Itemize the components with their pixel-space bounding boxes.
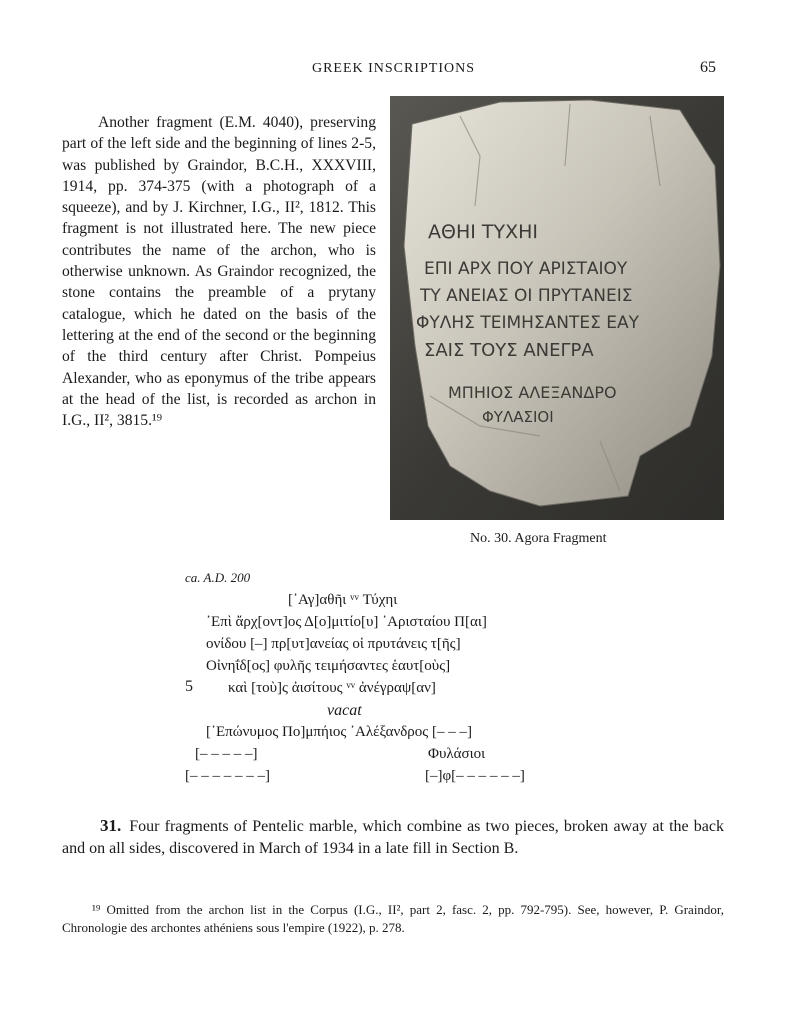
inscription-line-5: καὶ [τοὺ]ς ἀισίτους ᵛᵛ ἀνέγραψ[αν] (228, 680, 436, 696)
section-31 (62, 815, 724, 860)
line-number: 5 (185, 678, 193, 695)
vacat-label: vacat (327, 702, 362, 719)
paragraph-text: Another fragment (E.M. 4040), preserving part of the left side and the beginning of lines 2-5, was published by Graindor, B.C.H., XXXVIII, 1914, pp. 374-375 (with a photograph of a squeeze), and by J. Kirchner, I.G., II², 1812. This fragment is not illustrated here. The new piece contributes the name of the archon, who is otherwise unknown. As Graindor recognized, the stone contains the preamble of a prytany catalogue, which he dated on the basis of the lettering at the end of the second or the beginning of the third century after Christ. Pompeius Alexander, who as eponymus of the tribe appears at the head of the list, is recorded as archon in I.G., II², 3815.¹⁹ (62, 114, 376, 430)
footnote-marker: ¹⁹ (92, 902, 101, 917)
page-number: 65 (700, 59, 716, 76)
section-number: 31. (100, 816, 122, 835)
stone-line-6: ΜΠΗΙΟΣ ΑΛΕΞΑΝΔΡΟ (448, 383, 617, 402)
list-left-2: [– – – – – – –] (185, 768, 270, 784)
inscription-date: ca. A.D. 200 (185, 570, 251, 585)
stone-line-3: ΤΥ ΑΝΕΙΑΣ ΟΙ ΠΡΥΤΑΝΕΙΣ (420, 286, 633, 306)
running-header: GREEK INSCRIPTIONS (311, 61, 476, 76)
figure-caption: No. 30. Agora Fragment (470, 531, 607, 546)
stone-line-1: ΑΘΗΙ ΤΥΧΗΙ (428, 221, 539, 243)
list-right-1: [–]φ[– – – – – –] (425, 768, 525, 784)
inscription-line-1: [᾿Αγ]αθῆι ᵛᵛ Τύχηι (288, 592, 398, 608)
list-right-heading: Φυλάσιοι (428, 746, 486, 762)
footnote-text: Omitted from the archon list in the Corpus (I.G., II², part 2, fasc. 2, pp. 792-795). See, however, P. Graindor, Chronologie des archontes athéniens sous l'empire (1922), p. 278. (62, 902, 724, 935)
stone-line-5: ΣΑΙΣ ΤΟΥΣ ΑΝΕΓΡΑ (424, 340, 594, 361)
stone-line-7: ΦΥΛΑΣΙΟΙ (482, 408, 554, 426)
inscription-eponymus: [᾿Επώνυμος Πο]μπήιος ᾿Αλέξανδρος [– – –] (206, 724, 472, 740)
list-left-1: [– – – – –] (195, 746, 258, 762)
stone-photograph (390, 96, 724, 520)
stone-line-4: ΦΥΛΗΣ ΤΕΙΜΗΣΑΝΤΕΣ ΕΑΥ (416, 313, 640, 333)
inscription-line-3: ονίδου [–] πρ[υτ]ανείας οἱ πρυτάνεις τ[ῆς] (206, 636, 461, 652)
footnote (62, 901, 724, 937)
body-paragraph (62, 112, 376, 431)
stone-line-2: ΕΠΙ ΑΡΧ ΠΟΥ ΑΡΙΣΤΑΙΟΥ (424, 259, 628, 279)
section-text: Four fragments of Pentelic marble, which combine as two pieces, broken away at the back and on all sides, discovered in March of 1934 in a late fill in Section B. (62, 818, 724, 857)
inscription-line-2: ᾿Επὶ ἄρχ[οντ]ος Δ[ο]μιτίο[υ] ᾿Αρισταίου Π[αι] (206, 614, 487, 630)
stone-image (390, 96, 724, 520)
inscription-line-4: Οἰνηΐδ[ος] φυλῆς τειμήσαντες ἑαυτ[οὺς] (206, 658, 451, 674)
